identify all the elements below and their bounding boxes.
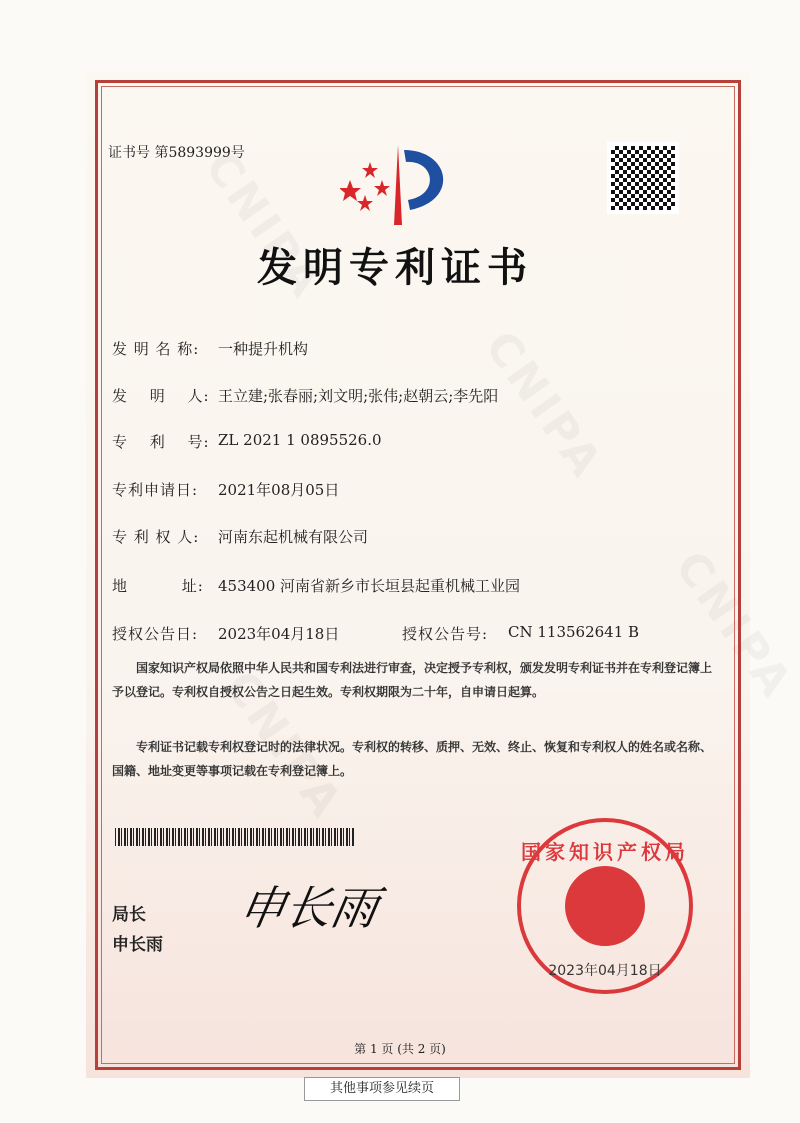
certificate-number: 证书号 第5893999号 <box>108 145 245 161</box>
field-invention-name: 发 明 名 称: 一种提升机构 <box>112 340 309 358</box>
signature: 申长雨 <box>234 881 383 935</box>
cnipa-logo-icon <box>340 140 460 230</box>
field-patent-number: 专 利 号: ZL 2021 1 0895526.0 <box>112 431 382 451</box>
field-inventors: 发 明 人: 王立建;张春丽;刘文明;张伟;赵朝云;李先阳 <box>112 387 499 405</box>
statement-paragraph: 专利证书记载专利权登记时的法律状况。专利权的转移、质押、无效、终止、恢复和专利权人的姓名或名称、国籍、地址变更等事项记载在专利登记簿上。 <box>112 740 713 778</box>
statement-paragraph: 国家知识产权局依照中华人民共和国专利法进行审查，决定授予专利权，颁发发明专利证书并在专利登记簿上予以登记。专利权自授权公告之日起生效。专利权期限为二十年，自申请日起算。 <box>112 661 713 699</box>
field-publication-number: 授权公告号: CN 113562641 B <box>402 623 640 643</box>
national-emblem-icon <box>565 866 645 946</box>
page-title: 发明专利证书 <box>257 245 533 291</box>
field-application-date: 专利申请日: 2021年08月05日 <box>112 481 340 499</box>
field-address: 地 址: 453400 河南省新乡市长垣县起重机械工业园 <box>112 577 521 595</box>
official-seal: 国家知识产权局 2023年04月18日 <box>517 818 693 994</box>
field-grant-date: 授权公告日: 2023年04月18日 <box>112 625 340 643</box>
signatory-title: 局长 <box>112 905 146 925</box>
qr-code <box>607 142 679 214</box>
barcode <box>115 828 355 846</box>
continued-note: 其他事项参见续页 <box>304 1077 460 1101</box>
field-patentee: 专 利 权 人: 河南东起机械有限公司 <box>112 528 369 546</box>
signatory-name: 申长雨 <box>112 935 163 955</box>
page-indicator: 第 1 页 (共 2 页) <box>354 1042 446 1056</box>
